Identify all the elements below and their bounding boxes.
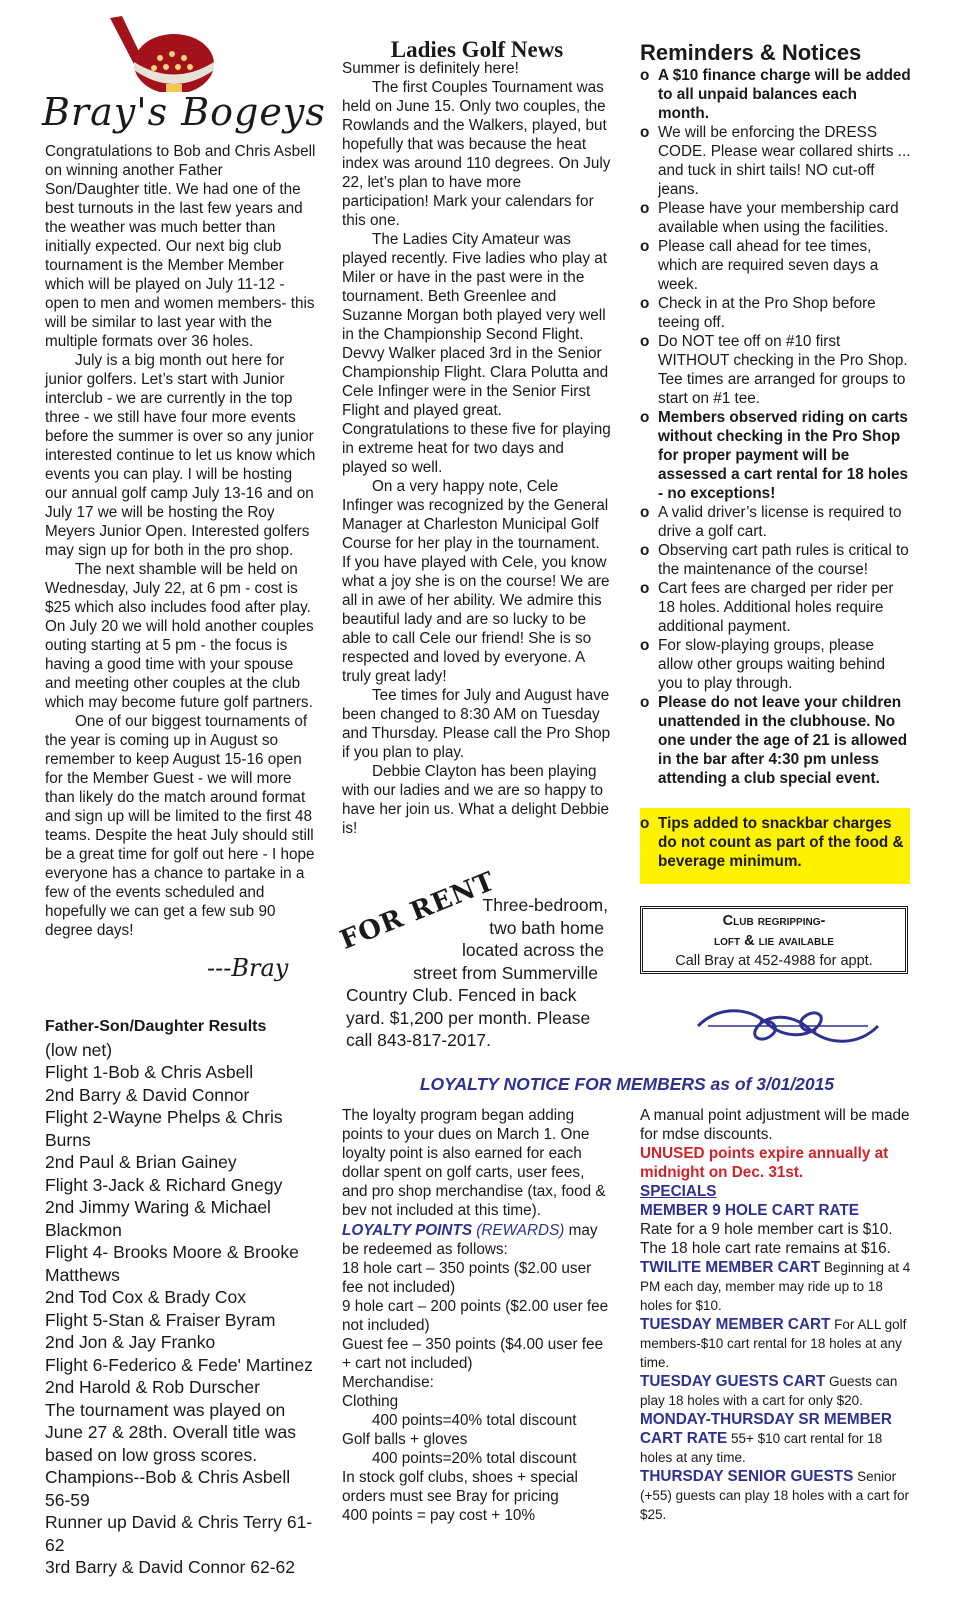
golf-ball-tee-icon [42, 12, 332, 92]
reminder-item: o Cart fees are charged per rider per 18 holes. Additional holes require additional payment. [640, 579, 912, 636]
loyalty-points-label: LOYALTY POINTS [342, 1222, 473, 1239]
loyalty-item: Clothing [342, 1393, 399, 1410]
loyalty-rewards-label: (REWARDS) [476, 1222, 565, 1239]
reminder-item: o Please call ahead for tee times, which are required seven days a week. [640, 237, 912, 294]
tuesday-guests-text: Guests can play 18 holes with a cart for only $20. [640, 1374, 898, 1408]
results-line: Runner up David & Chris Terry 61-62 [45, 1512, 313, 1555]
sr-member-text: 55+ $10 cart rental for 18 holes at any time. [640, 1431, 883, 1465]
ladies-title: Ladies Golf News [390, 37, 564, 62]
reminders-notices [640, 40, 912, 788]
results-line: The tournament was played on June 27 & 28th. Overall title was based on low gross scores. [45, 1399, 296, 1465]
results-line: Champions--Bob & Chris Asbell 56-59 [45, 1467, 291, 1510]
reminder-item: o Members observed riding on carts without checking in the Pro Shop for proper payment will be assessed a cart rental for 18 holes - no exceptions! [640, 408, 912, 503]
ladies-intro: Summer is definitely here! [342, 60, 519, 77]
reminder-item: o Observing cart path rules is critical to the maintenance of the course! [640, 541, 912, 579]
results-line: 2nd Harold & Rob Durscher [45, 1377, 260, 1397]
reminder-item: o Do NOT tee off on #10 first WITHOUT checking in the Pro Shop. Tee times are arranged for groups to start on #1 tee. [640, 332, 912, 408]
tips-notice: o Tips added to snackbar charges do not count as part of the food & beverage minimum. [640, 814, 906, 871]
member-9-hole-rate: Rate for a 9 hole member cart is $10. [640, 1221, 893, 1238]
reminder-item: o For slow-playing groups, please allow other groups waiting behind you to play through. [640, 636, 912, 693]
for-rent-line: street from Summerville [413, 962, 598, 983]
thursday-senior-title: THURSDAY SENIOR GUESTS [640, 1468, 854, 1485]
regripping-box [640, 906, 908, 974]
loyalty-heading: LOYALTY NOTICE FOR MEMBERS as of 3/01/2015 [419, 1074, 835, 1094]
regrip-line1: Club regripping- [722, 913, 826, 929]
member-18-hole-rate: The 18 hole cart rate remains at $16. [640, 1240, 891, 1257]
results-line: 3rd Barry & David Connor 62-62 [45, 1557, 295, 1577]
loyalty-stock: In stock golf clubs, shoes + special orders must see Bray for pricing [342, 1469, 578, 1505]
results-line: Flight 6-Federico & Fede' Martinez [45, 1354, 313, 1375]
loyalty-item: Guest fee – 350 points ($4.00 user fee + cart not included) [342, 1336, 604, 1372]
loyalty-item: Merchandise: [342, 1374, 434, 1391]
loyalty-golf-balls: Golf balls + gloves [342, 1431, 468, 1448]
reminder-item: o A valid driver’s license is required to drive a golf cart. [640, 503, 912, 541]
results-title: Father-Son/Daughter Results [45, 1018, 267, 1035]
brays-bogeys-logo [42, 12, 332, 142]
results-line: 2nd Barry & David Connor [45, 1084, 250, 1105]
reminders-list [640, 66, 912, 788]
loyalty-left [342, 1106, 614, 1525]
ladies-paragraph: The Ladies City Amateur was played recently. Five ladies who play at Miler or have in the past were in the tournament. Beth Greenlee and Suzanne Morgan both played very well in the Championship Second Flight. Devvy Walker placed 3rd in the Senior Championship Flight. Clara Polutta and Cele Infinger were in the Senior First Flight and played great. Congratulations to these five for playing in extreme heat for two days and played so well. [342, 231, 611, 476]
results-line: 2nd Jimmy Waring & Michael Blackmon [45, 1197, 271, 1240]
ladies-paragraph: The first Couples Tournament was held on June 15. Only two couples, the Rowlands and the Walkers, played, but hopefully that was because the heat index was around 110 degrees. On July 22, let’s plan to have more participation! Mark your calendars for this one. [342, 79, 611, 229]
reminder-item: o Please have your membership card available when using the facilities. [640, 199, 912, 237]
reminder-item: o We will be enforcing the DRESS CODE. Please wear collared shirts ... and tuck in shirt tails! NO cut-off jeans. [640, 123, 912, 199]
logo-wordmark: Bray's Bogeys [42, 90, 326, 134]
loyalty-points-tail: may be redeemed as follows: [342, 1222, 598, 1258]
reminder-item: o A $10 finance charge will be added to all unpaid balances each month. [640, 66, 912, 123]
results-line: Flight 5-Stan & Fraiser Byram [45, 1309, 276, 1330]
tuesday-guests-title: TUESDAY GUESTS CART [640, 1373, 826, 1390]
brays-column [45, 142, 317, 940]
twilite-title: TWILITE MEMBER CART [640, 1259, 821, 1276]
results-line: 2nd Tod Cox & Brady Cox [45, 1287, 247, 1307]
sr-member-title: MONDAY-THURSDAY SR MEMBER CART RATE [640, 1411, 892, 1447]
loyalty-stock-cost: 400 points = pay cost + 10% [342, 1507, 536, 1524]
bray-paragraph: Congratulations to Bob and Chris Asbell on winning another Father Son/Daughter title. We had one of the best turnouts in the last few years and the weather was much better than initially expected. Our next big club tournament is the Member Member which will be played on July 11-12 - open to men and women members- this will be similar to last year with the multiple formats over 36 holes. [45, 143, 316, 350]
results-line: 2nd Paul & Brian Gainey [45, 1152, 237, 1172]
reminder-item: o Check in at the Pro Shop before teeing off. [640, 294, 912, 332]
for-rent-line: two bath home [489, 917, 604, 938]
reminders-title: Reminders & Notices [640, 40, 862, 65]
loyalty-manual: A manual point adjustment will be made for mdse discounts. [640, 1107, 910, 1143]
results-line: Flight 4- Brooks Moore & Brooke Matthews [45, 1242, 299, 1285]
thursday-senior-text: Senior (+55) guests can play 18 holes with a cart for $25. [640, 1469, 910, 1522]
loyalty-item: 18 hole cart – 350 points ($2.00 user fee not included) [342, 1260, 592, 1296]
results-section [45, 1016, 315, 1579]
loyalty-clothing-discount: 400 points=40% total discount [372, 1412, 577, 1429]
ladies-paragraph: On a very happy note, Cele Infinger was recognized by the General Manager at Charleston Municipal Golf Course for her play in the tournament. If you have played with Cele, you know what a joy she is on the course! We are all in awe of her ability. We admire this beautiful lady and are so lucky to be able to call Cele our friend! She is so respected and loved by everyone. A truly great lady! [342, 478, 610, 685]
results-line: Flight 3-Jack & Richard Gnegy [45, 1174, 283, 1195]
tuesday-member-text: For ALL golf members-$10 cart rental for 18 holes at any time. [640, 1317, 907, 1370]
bray-signature: ---Bray [207, 954, 289, 982]
bray-paragraph: The next shamble will be held on Wednesday, July 22, at 6 pm - cost is $25 which also includes food after play. On July 20 we will hold another couples outing starting at 5 pm - the focus is having a good time with your spouse and meeting other couples at the club which may become future golf partners. [45, 561, 314, 711]
twilite-text: Beginning at 4 PM each day, member may ride up to 18 holes for $10. [640, 1260, 911, 1313]
regrip-line2: loft & lie available [714, 933, 834, 949]
reminder-item: o Please do not leave your children unattended in the clubhouse. No one under the age of 21 is allowed in the bar after 4:30 pm unless attending a club special event. [640, 693, 912, 788]
results-line: 2nd Jon & Jay Franko [45, 1332, 216, 1352]
ladies-paragraph: Tee times for July and August have been changed to 8:30 AM on Tuesday and Thursday. Please call the Pro Shop if you plan to play. [342, 687, 611, 761]
results-line: Flight 2-Wayne Phelps & Chris Burns [45, 1107, 283, 1150]
flourish-icon [688, 1004, 888, 1048]
for-rent-ad [342, 894, 608, 1052]
for-rent-stamp-text: FOR RENT [336, 866, 500, 956]
ladies-paragraph: Debbie Clayton has been playing with our ladies and we are so happy to have her join us. What a delight Debbie is! [342, 763, 610, 837]
regrip-line3: Call Bray at 452-4988 for appt. [675, 953, 873, 969]
specials-heading: SPECIALS [640, 1183, 717, 1200]
tips-highlight-box [640, 808, 910, 884]
loyalty-golf-discount: 400 points=20% total discount [372, 1450, 577, 1467]
loyalty-expire: UNUSED points expire annually at midnight on Dec. 31st. [640, 1145, 889, 1181]
loyalty-item: 9 hole cart – 200 points ($2.00 user fee not included) [342, 1298, 609, 1334]
ladies-golf-news [342, 37, 612, 838]
loyalty-intro: The loyalty program began adding points to your dues on March 1. One loyalty point is also earned for each dollar spent on golf carts, user fees, and pro shop merchandise (tax, food & bev not included at this time). [342, 1107, 606, 1219]
for-rent-line: Three-bedroom, [482, 895, 608, 915]
for-rent-line: located across the [461, 940, 604, 960]
results-line: (low net) [45, 1039, 113, 1060]
results-line: Flight 1-Bob & Chris Asbell [45, 1062, 254, 1082]
loyalty-right [640, 1106, 912, 1524]
bray-paragraph: July is a big month out here for junior golfers. Let’s start with Junior interclub - we are currently in the top three - we still have four more events before the summer is over so any junior interested continue to let us know which events you can play. I will be hosting our annual golf camp July 13-16 and on July 17 we will be hosting the Roy Meyers Junior Open. Interested golfers may sign up for both in the pro shop. [45, 352, 316, 559]
member-9-hole-title: MEMBER 9 HOLE CART RATE [640, 1202, 859, 1219]
for-rent-body: Country Club. Fenced in back yard. $1,200 per month. Please call 843-817-2017. [346, 985, 591, 1050]
tuesday-member-title: TUESDAY MEMBER CART [640, 1316, 831, 1333]
bray-paragraph: One of our biggest tournaments of the year is coming up in August so remember to keep August 15-16 open for the Member Guest - we will more than likely do the match around format and sign up will be limited to the first 48 teams. Despite the heat July should still be a great time for golf out here - I hope everyone has a chance to partake in a few of the events scheduled and hopefully we can get a few sub 90 degree days! [45, 713, 315, 939]
